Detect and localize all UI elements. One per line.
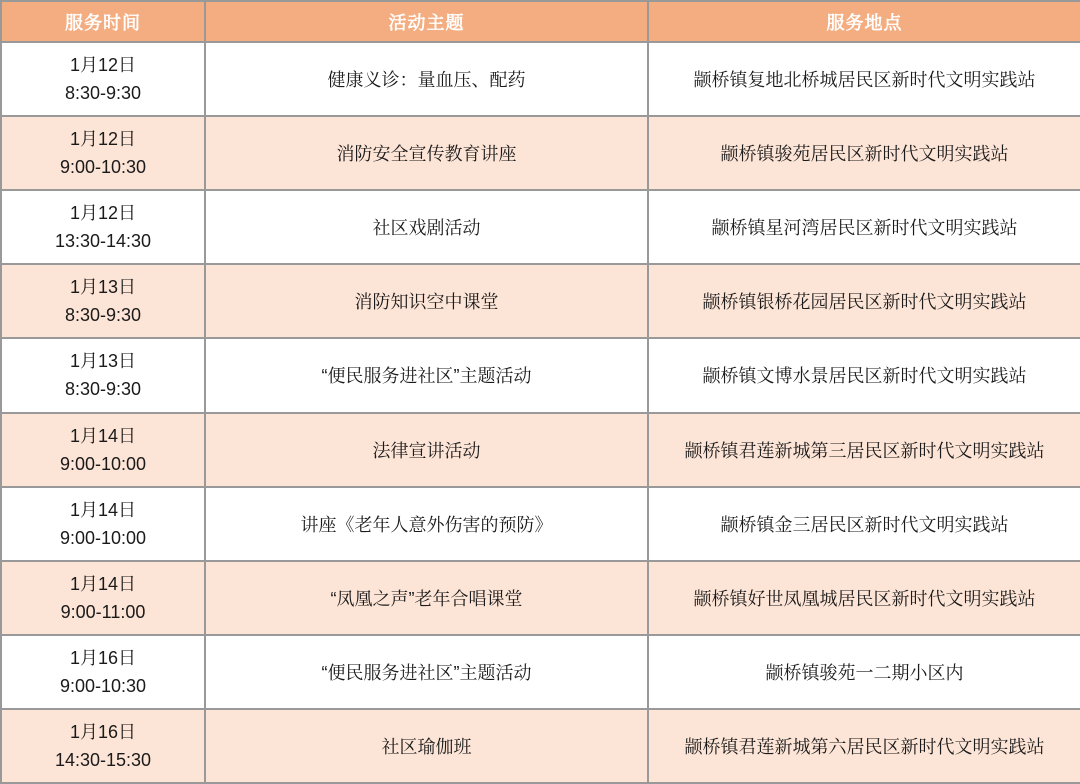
service-date: 1月16日 (69, 647, 137, 668)
time-cell (1, 487, 205, 561)
activity-cell: 社区戏剧活动 (205, 190, 648, 264)
activity-cell: 社区瑜伽班 (205, 709, 648, 783)
header-activity-theme: 活动主题 (205, 1, 648, 42)
activity-cell: 讲座《老年人意外伤害的预防》 (205, 487, 648, 561)
activity-cell: 健康义诊：量血压、配药 (205, 42, 648, 116)
table-row (1, 42, 1080, 116)
service-time: 8:30-9:30 (64, 379, 142, 400)
location-cell: 颛桥镇复地北桥城居民区新时代文明实践站 (648, 42, 1080, 116)
service-date: 1月12日 (69, 203, 137, 224)
table-row (1, 561, 1080, 635)
service-date: 1月12日 (69, 55, 137, 76)
service-time: 14:30-15:30 (54, 749, 152, 770)
time-cell (1, 190, 205, 264)
table-row (1, 190, 1080, 264)
location-cell: 颛桥镇银桥花园居民区新时代文明实践站 (648, 264, 1080, 338)
service-time: 8:30-9:30 (64, 305, 142, 326)
time-cell (1, 42, 205, 116)
service-time: 9:00-10:00 (59, 527, 147, 548)
header-service-location: 服务地点 (648, 1, 1080, 42)
table-row (1, 413, 1080, 487)
service-date: 1月13日 (69, 277, 137, 298)
activity-cell: 消防安全宣传教育讲座 (205, 116, 648, 190)
time-cell (1, 116, 205, 190)
location-cell: 颛桥镇金三居民区新时代文明实践站 (648, 487, 1080, 561)
time-cell (1, 264, 205, 338)
activity-cell: “凤凰之声”老年合唱课堂 (205, 561, 648, 635)
location-cell: 颛桥镇星河湾居民区新时代文明实践站 (648, 190, 1080, 264)
service-time: 9:00-11:00 (60, 601, 146, 622)
table-row (1, 635, 1080, 709)
service-date: 1月13日 (69, 351, 137, 372)
service-time: 9:00-10:30 (59, 157, 147, 178)
activity-cell: “便民服务进社区”主题活动 (205, 635, 648, 709)
service-date: 1月12日 (69, 129, 137, 150)
time-cell (1, 561, 205, 635)
header-service-time: 服务时间 (1, 1, 205, 42)
service-date: 1月14日 (69, 573, 137, 594)
activity-cell: 法律宣讲活动 (205, 413, 648, 487)
location-cell: 颛桥镇骏苑一二期小区内 (648, 635, 1080, 709)
table-row (1, 487, 1080, 561)
time-cell (1, 635, 205, 709)
service-time: 9:00-10:00 (59, 453, 147, 474)
table-row (1, 709, 1080, 783)
service-date: 1月14日 (69, 499, 137, 520)
service-time: 8:30-9:30 (64, 83, 142, 104)
service-time: 13:30-14:30 (54, 231, 152, 252)
time-cell (1, 709, 205, 783)
service-date: 1月16日 (69, 721, 137, 742)
service-date: 1月14日 (69, 425, 137, 446)
time-cell (1, 338, 205, 412)
activity-cell: 消防知识空中课堂 (205, 264, 648, 338)
table-row (1, 338, 1080, 412)
table-row (1, 116, 1080, 190)
location-cell: 颛桥镇君莲新城第三居民区新时代文明实践站 (648, 413, 1080, 487)
table-header-row (1, 1, 1080, 42)
location-cell: 颛桥镇好世凤凰城居民区新时代文明实践站 (648, 561, 1080, 635)
table-row (1, 264, 1080, 338)
service-time: 9:00-10:30 (59, 675, 147, 696)
activity-cell: “便民服务进社区”主题活动 (205, 338, 648, 412)
location-cell: 颛桥镇文博水景居民区新时代文明实践站 (648, 338, 1080, 412)
location-cell: 颛桥镇君莲新城第六居民区新时代文明实践站 (648, 709, 1080, 783)
location-cell: 颛桥镇骏苑居民区新时代文明实践站 (648, 116, 1080, 190)
time-cell (1, 413, 205, 487)
